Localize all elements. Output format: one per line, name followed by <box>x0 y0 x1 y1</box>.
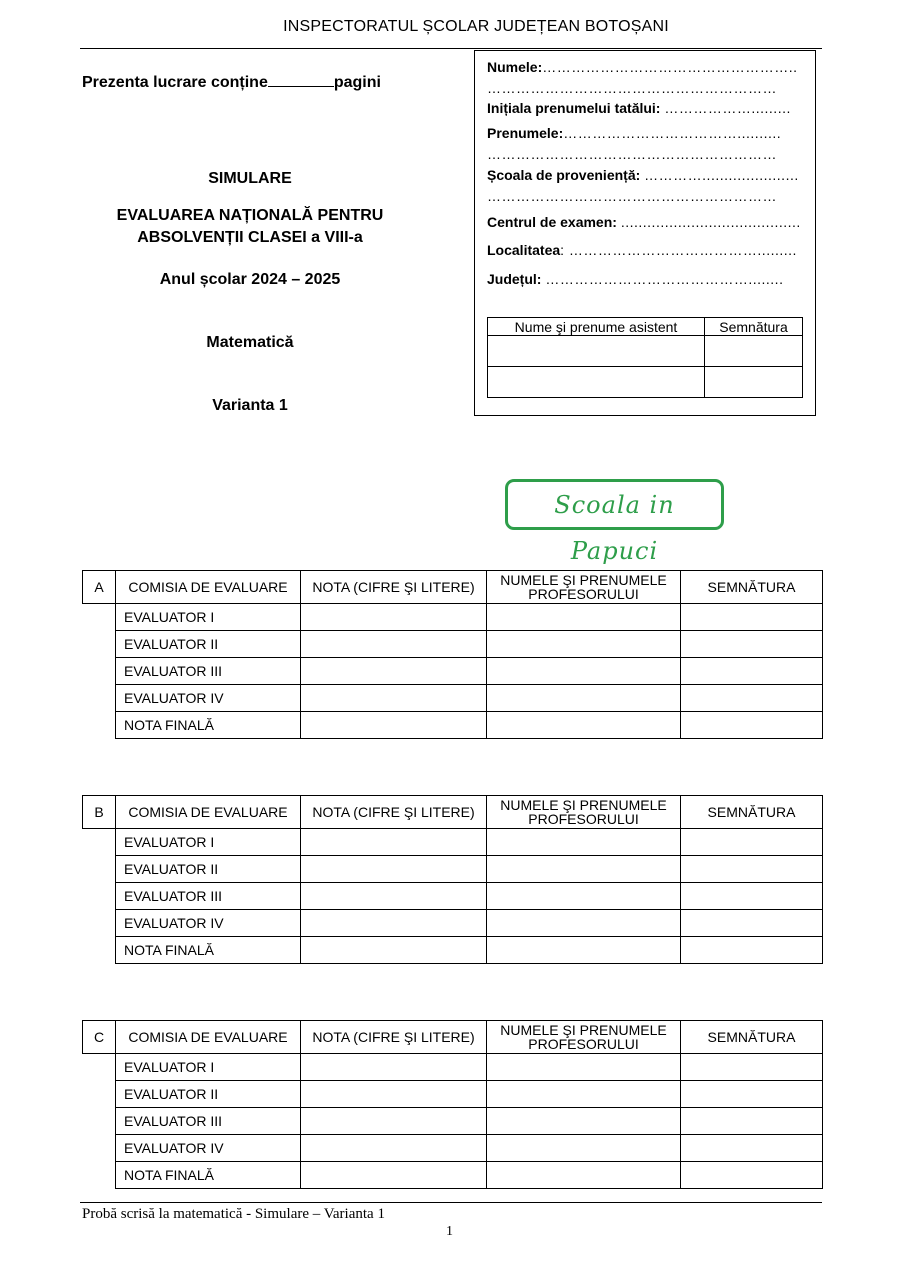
spacer-cell <box>83 883 116 910</box>
evaluator-label: EVALUATOR IV <box>116 1135 301 1162</box>
teacher-name-cell[interactable] <box>487 658 681 685</box>
grade-cell[interactable] <box>301 910 487 937</box>
spacer-cell <box>83 856 116 883</box>
evaluator-label: EVALUATOR III <box>116 883 301 910</box>
evaluator-row <box>83 604 823 631</box>
grade-cell[interactable] <box>301 856 487 883</box>
evaluator-label: EVALUATOR IV <box>116 910 301 937</box>
teacher-name-cell[interactable] <box>487 604 681 631</box>
grade-cell[interactable] <box>301 658 487 685</box>
spacer-cell <box>83 1081 116 1108</box>
footer-text: Probă scrisă la matematică - Simulare – Varianta 1 <box>82 1206 385 1222</box>
section-letter: B <box>83 796 116 829</box>
teacher-name-cell[interactable] <box>487 685 681 712</box>
evaluator-row <box>83 1081 823 1108</box>
evaluator-label: EVALUATOR II <box>116 1081 301 1108</box>
grade-cell[interactable] <box>301 883 487 910</box>
assistant-table <box>487 317 803 398</box>
teacher-name-cell[interactable] <box>487 1162 681 1189</box>
signature-cell[interactable] <box>681 883 823 910</box>
pages-line-after: pagini <box>333 74 381 91</box>
assistant-name-header: Nume şi prenume asistent <box>488 318 705 336</box>
evaluator-label: EVALUATOR II <box>116 631 301 658</box>
commission-header: COMISIA DE EVALUARE <box>116 571 301 604</box>
evaluator-label: NOTA FINALĂ <box>116 1162 301 1189</box>
evaluator-label: EVALUATOR IV <box>116 685 301 712</box>
evaluator-row <box>83 910 823 937</box>
teacher-name-cell[interactable] <box>487 829 681 856</box>
grade-cell[interactable] <box>301 829 487 856</box>
teacher-header-line1: NUMELE ŞI PRENUMELE <box>500 797 667 813</box>
grade-cell[interactable] <box>301 604 487 631</box>
pages-line-before: Prezenta lucrare conține <box>82 74 268 91</box>
signature-cell[interactable] <box>681 829 823 856</box>
inspectorate-header: INSPECTORATUL ȘCOLAR JUDEȚEAN BOTOȘANI <box>283 18 669 35</box>
exam-title-line2: ABSOLVENȚII CLASEI a VIII-a <box>137 229 363 246</box>
name-field[interactable]: Numele:…………………………………………….. <box>487 59 798 75</box>
spacer-cell <box>83 829 116 856</box>
grade-cell[interactable] <box>301 1108 487 1135</box>
teacher-name-cell[interactable] <box>487 631 681 658</box>
evaluator-row <box>83 856 823 883</box>
school-field[interactable]: Școala de proveniență: …………...................... <box>487 167 799 183</box>
evaluator-label: EVALUATOR II <box>116 856 301 883</box>
evaluator-label: EVALUATOR III <box>116 658 301 685</box>
evaluator-row <box>83 883 823 910</box>
grade-header: NOTA (CIFRE ŞI LITERE) <box>301 796 487 829</box>
spacer-cell <box>83 937 116 964</box>
simulare-title: SIMULARE <box>208 170 292 187</box>
evaluation-table-header <box>83 1021 823 1054</box>
section-letter: C <box>83 1021 116 1054</box>
signature-cell[interactable] <box>681 856 823 883</box>
evaluator-label: NOTA FINALĂ <box>116 712 301 739</box>
assistant-name-cell[interactable] <box>488 336 705 367</box>
exam-center-field[interactable]: Centrul de examen: ......................................... <box>487 214 801 230</box>
evaluator-row <box>83 1162 823 1189</box>
evaluator-label: EVALUATOR I <box>116 829 301 856</box>
commission-header: COMISIA DE EVALUARE <box>116 796 301 829</box>
evaluator-row <box>83 685 823 712</box>
logo-text: Scoala in Papuci <box>554 491 675 565</box>
school-year: Anul școlar 2024 – 2025 <box>159 271 341 288</box>
spacer-cell <box>83 910 116 937</box>
grade-cell[interactable] <box>301 685 487 712</box>
signature-cell[interactable] <box>681 937 823 964</box>
evaluation-table-a <box>82 570 823 739</box>
signature-cell[interactable] <box>681 1162 823 1189</box>
subject: Matematică <box>206 334 294 351</box>
spacer-cell <box>83 1162 116 1189</box>
signature-header: SEMNĂTURA <box>681 1021 823 1054</box>
signature-cell[interactable] <box>681 1135 823 1162</box>
assistant-name-cell[interactable] <box>488 367 705 398</box>
teacher-header-line2: PROFESORULUI <box>528 811 639 827</box>
teacher-header-line2: PROFESORULUI <box>528 1036 639 1052</box>
teacher-name-cell[interactable] <box>487 883 681 910</box>
teacher-name-cell[interactable] <box>487 1054 681 1081</box>
evaluator-row <box>83 631 823 658</box>
spacer-cell <box>83 685 116 712</box>
name-field-continued[interactable]: …………………………………………………… <box>487 80 777 96</box>
signature-cell[interactable] <box>681 685 823 712</box>
teacher-name-cell[interactable] <box>487 910 681 937</box>
section-letter: A <box>83 571 116 604</box>
header-rule <box>80 48 822 49</box>
assistant-row <box>488 367 803 398</box>
grade-cell[interactable] <box>301 1135 487 1162</box>
teacher-name-header <box>487 571 681 604</box>
assistant-row <box>488 336 803 367</box>
signature-cell[interactable] <box>681 712 823 739</box>
teacher-name-cell[interactable] <box>487 937 681 964</box>
evaluator-row <box>83 1054 823 1081</box>
teacher-name-cell[interactable] <box>487 712 681 739</box>
grade-cell[interactable] <box>301 1081 487 1108</box>
assistant-signature-cell[interactable] <box>705 367 803 398</box>
evaluator-label: EVALUATOR I <box>116 1054 301 1081</box>
evaluator-label: EVALUATOR III <box>116 1108 301 1135</box>
pages-blank[interactable] <box>268 72 334 87</box>
signature-cell[interactable] <box>681 1081 823 1108</box>
footer-rule <box>80 1202 822 1203</box>
first-name-field[interactable]: Prenumele:……………………………….......... <box>487 125 782 141</box>
assistant-table-header <box>488 318 803 336</box>
teacher-name-header <box>487 1021 681 1054</box>
variant: Varianta 1 <box>212 397 288 414</box>
evaluator-row <box>83 1108 823 1135</box>
exam-title-line1: EVALUAREA NAȚIONALĂ PENTRU <box>116 207 384 224</box>
commission-header: COMISIA DE EVALUARE <box>116 1021 301 1054</box>
signature-header: SEMNĂTURA <box>681 571 823 604</box>
signature-cell[interactable] <box>681 658 823 685</box>
evaluator-row <box>83 829 823 856</box>
evaluation-table-c <box>82 1020 823 1189</box>
grade-cell[interactable] <box>301 631 487 658</box>
evaluation-table-header <box>83 796 823 829</box>
grade-header: NOTA (CIFRE ŞI LITERE) <box>301 1021 487 1054</box>
page-number: 1 <box>446 1224 453 1239</box>
spacer-cell <box>83 1108 116 1135</box>
grade-header: NOTA (CIFRE ŞI LITERE) <box>301 571 487 604</box>
spacer-cell <box>83 1135 116 1162</box>
signature-cell[interactable] <box>681 1108 823 1135</box>
evaluator-row <box>83 937 823 964</box>
evaluator-label: EVALUATOR I <box>116 604 301 631</box>
scoala-in-papuci-logo <box>505 479 724 565</box>
evaluator-label: NOTA FINALĂ <box>116 937 301 964</box>
signature-cell[interactable] <box>681 631 823 658</box>
grade-cell[interactable] <box>301 937 487 964</box>
teacher-name-cell[interactable] <box>487 1081 681 1108</box>
evaluator-row <box>83 1135 823 1162</box>
signature-header: SEMNĂTURA <box>681 796 823 829</box>
teacher-name-cell[interactable] <box>487 1135 681 1162</box>
assistant-signature-cell[interactable] <box>705 336 803 367</box>
grade-cell[interactable] <box>301 712 487 739</box>
grade-cell[interactable] <box>301 1054 487 1081</box>
signature-cell[interactable] <box>681 604 823 631</box>
signature-cell[interactable] <box>681 1054 823 1081</box>
assistant-signature-header: Semnătura <box>705 318 803 336</box>
pages-count-line <box>82 72 381 92</box>
candidate-id-box <box>474 50 816 416</box>
grade-cell[interactable] <box>301 1162 487 1189</box>
father-initial-field[interactable]: Inițiala prenumelui tatălui: ………………......... <box>487 100 791 116</box>
spacer-cell <box>83 712 116 739</box>
locality-field[interactable]: Localitatea: …………………………………......... <box>487 242 797 258</box>
spacer-cell <box>83 604 116 631</box>
evaluation-table-header <box>83 571 823 604</box>
teacher-header-line1: NUMELE ŞI PRENUMELE <box>500 1022 667 1038</box>
evaluator-row <box>83 658 823 685</box>
first-name-field-continued[interactable]: …………………………………………………… <box>487 146 777 162</box>
spacer-cell <box>83 1054 116 1081</box>
evaluator-row <box>83 712 823 739</box>
teacher-header-line2: PROFESORULUI <box>528 586 639 602</box>
evaluation-table-b <box>82 795 823 964</box>
teacher-name-header <box>487 796 681 829</box>
spacer-cell <box>83 631 116 658</box>
teacher-name-cell[interactable] <box>487 1108 681 1135</box>
teacher-name-cell[interactable] <box>487 856 681 883</box>
school-field-continued[interactable]: …………………………………………………… <box>487 188 777 204</box>
teacher-header-line1: NUMELE ŞI PRENUMELE <box>500 572 667 588</box>
county-field[interactable]: Județul: ……………………………………........ <box>487 271 784 287</box>
signature-cell[interactable] <box>681 910 823 937</box>
spacer-cell <box>83 658 116 685</box>
